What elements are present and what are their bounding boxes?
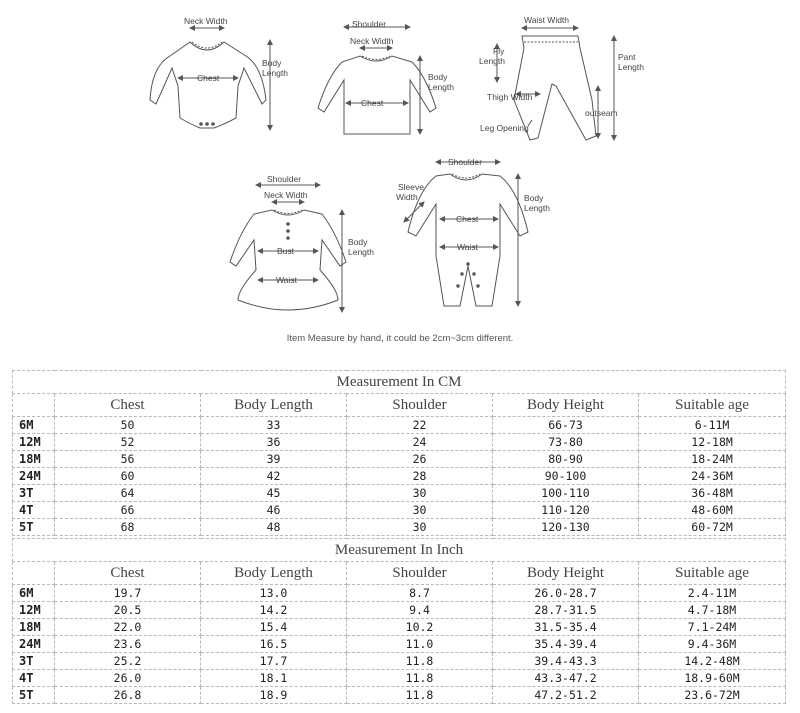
label: outseam (585, 108, 618, 118)
label: Fly (493, 46, 505, 56)
table-cell: 47.2-51.2 (493, 687, 639, 704)
column-header: Chest (55, 562, 201, 585)
table-row (13, 670, 786, 687)
table-cell: 24 (347, 434, 493, 451)
label: Body (348, 237, 368, 247)
column-header: Suitable age (639, 394, 786, 417)
label: Thigh Width (487, 92, 533, 102)
table-cell: 20.5 (55, 602, 201, 619)
header-row (13, 394, 786, 417)
table-cell: 24-36M (639, 468, 786, 485)
table-cell: 48 (201, 519, 347, 536)
table-title: Measurement In Inch (13, 539, 786, 562)
table-cell: 60 (55, 468, 201, 485)
table-cell: 39.4-43.3 (493, 653, 639, 670)
table-row (13, 687, 786, 704)
table-cell: 66 (55, 502, 201, 519)
label: Leg Opening (480, 123, 529, 133)
table-cell: 73-80 (493, 434, 639, 451)
size-cell: 4T (13, 670, 55, 687)
label: Shoulder (352, 19, 387, 29)
table-cell: 11.8 (347, 653, 493, 670)
table-cell: 50 (55, 417, 201, 434)
table-cell: 6-11M (639, 417, 786, 434)
table-cell: 28 (347, 468, 493, 485)
table-cell: 9.4 (347, 602, 493, 619)
table-cell: 10.2 (347, 619, 493, 636)
table-cell: 39 (201, 451, 347, 468)
table-cell: 14.2 (201, 602, 347, 619)
header-row (13, 562, 786, 585)
label: Pant (618, 52, 636, 62)
table-row (13, 653, 786, 670)
label: Sleeve (398, 182, 424, 192)
table-cell: 18.9-60M (639, 670, 786, 687)
table-row (13, 636, 786, 653)
table-row (13, 519, 786, 536)
table-cell: 43.3-47.2 (493, 670, 639, 687)
label: Length (618, 62, 644, 72)
column-header: Body Height (493, 562, 639, 585)
table-cell: 46 (201, 502, 347, 519)
table-cell: 9.4-36M (639, 636, 786, 653)
size-cell: 5T (13, 687, 55, 704)
label: Chest (197, 73, 220, 83)
table-cell: 26.0 (55, 670, 201, 687)
table-cell: 2.4-11M (639, 585, 786, 602)
label: Body (428, 72, 448, 82)
table-cell: 18-24M (639, 451, 786, 468)
table-cell: 42 (201, 468, 347, 485)
label: Neck Width (264, 190, 308, 200)
table-cell: 35.4-39.4 (493, 636, 639, 653)
table-cell: 100-110 (493, 485, 639, 502)
column-header (13, 562, 55, 585)
column-header: Shoulder (347, 394, 493, 417)
size-cell: 3T (13, 485, 55, 502)
label: Width (396, 192, 418, 202)
label: Body (524, 193, 544, 203)
table-cell: 30 (347, 519, 493, 536)
table-cell: 30 (347, 485, 493, 502)
table-cell: 18.9 (201, 687, 347, 704)
size-cell: 3T (13, 653, 55, 670)
table-row (13, 585, 786, 602)
size-table-cm (12, 370, 786, 536)
table-cell: 31.5-35.4 (493, 619, 639, 636)
table-cell: 13.0 (201, 585, 347, 602)
table-cell: 68 (55, 519, 201, 536)
table-cell: 11.0 (347, 636, 493, 653)
label: Chest (456, 214, 479, 224)
table-cell: 11.8 (347, 687, 493, 704)
table-cell: 33 (201, 417, 347, 434)
table-cell: 15.4 (201, 619, 347, 636)
table-cell: 19.7 (55, 585, 201, 602)
table-cell: 16.5 (201, 636, 347, 653)
table-row (13, 619, 786, 636)
table-cell: 66-73 (493, 417, 639, 434)
size-cell: 12M (13, 602, 55, 619)
size-cell: 24M (13, 468, 55, 485)
label: Neck Width (350, 36, 394, 46)
table-cell: 11.8 (347, 670, 493, 687)
table-cell: 30 (347, 502, 493, 519)
measurement-note: Item Measure by hand, it could be 2cm~3cm different. (286, 333, 514, 344)
label: Length (479, 56, 505, 66)
table-cell: 64 (55, 485, 201, 502)
column-header (13, 394, 55, 417)
table-row (13, 502, 786, 519)
column-header: Suitable age (639, 562, 786, 585)
table-row (13, 602, 786, 619)
table-row (13, 485, 786, 502)
size-cell: 18M (13, 451, 55, 468)
size-cell: 4T (13, 502, 55, 519)
label: Shoulder (267, 174, 302, 184)
column-header: Body Length (201, 562, 347, 585)
table-cell: 52 (55, 434, 201, 451)
table-cell: 4.7-18M (639, 602, 786, 619)
table-cell: 26.0-28.7 (493, 585, 639, 602)
table-cell: 22.0 (55, 619, 201, 636)
table-cell: 80-90 (493, 451, 639, 468)
table-cell: 26 (347, 451, 493, 468)
size-cell: 5T (13, 519, 55, 536)
label: Length (428, 82, 454, 92)
table-cell: 28.7-31.5 (493, 602, 639, 619)
table-cell: 36-48M (639, 485, 786, 502)
table-cell: 8.7 (347, 585, 493, 602)
column-header: Body Height (493, 394, 639, 417)
table-cell: 60-72M (639, 519, 786, 536)
table-cell: 7.1-24M (639, 619, 786, 636)
table-row (13, 451, 786, 468)
size-cell: 18M (13, 619, 55, 636)
label: Length (348, 247, 374, 257)
size-cell: 6M (13, 585, 55, 602)
table-cell: 120-130 (493, 519, 639, 536)
column-header: Chest (55, 394, 201, 417)
table-cell: 23.6 (55, 636, 201, 653)
table-title: Measurement In CM (13, 371, 786, 394)
table-cell: 23.6-72M (639, 687, 786, 704)
table-cell: 14.2-48M (639, 653, 786, 670)
label: Body (262, 58, 282, 68)
table-cell: 18.1 (201, 670, 347, 687)
label: Length (262, 68, 288, 78)
size-cell: 6M (13, 417, 55, 434)
label: Shoulder (448, 157, 483, 167)
table-row (13, 434, 786, 451)
label: Bust (277, 246, 295, 256)
table-cell: 25.2 (55, 653, 201, 670)
table-cell: 90-100 (493, 468, 639, 485)
table-cell: 48-60M (639, 502, 786, 519)
table-row (13, 417, 786, 434)
label: Waist Width (524, 15, 570, 25)
table-cell: 26.8 (55, 687, 201, 704)
table-cell: 17.7 (201, 653, 347, 670)
column-header: Shoulder (347, 562, 493, 585)
table-row (13, 468, 786, 485)
label: Waist (276, 275, 297, 285)
column-header: Body Length (201, 394, 347, 417)
table-cell: 45 (201, 485, 347, 502)
label: Waist (457, 242, 478, 252)
table-cell: 12-18M (639, 434, 786, 451)
size-cell: 24M (13, 636, 55, 653)
size-table-inch (12, 538, 786, 704)
size-cell: 12M (13, 434, 55, 451)
label: Length (524, 203, 550, 213)
label: Chest (361, 98, 384, 108)
table-cell: 110-120 (493, 502, 639, 519)
table-cell: 56 (55, 451, 201, 468)
table-cell: 22 (347, 417, 493, 434)
table-cell: 36 (201, 434, 347, 451)
label: Neck Width (184, 16, 228, 26)
